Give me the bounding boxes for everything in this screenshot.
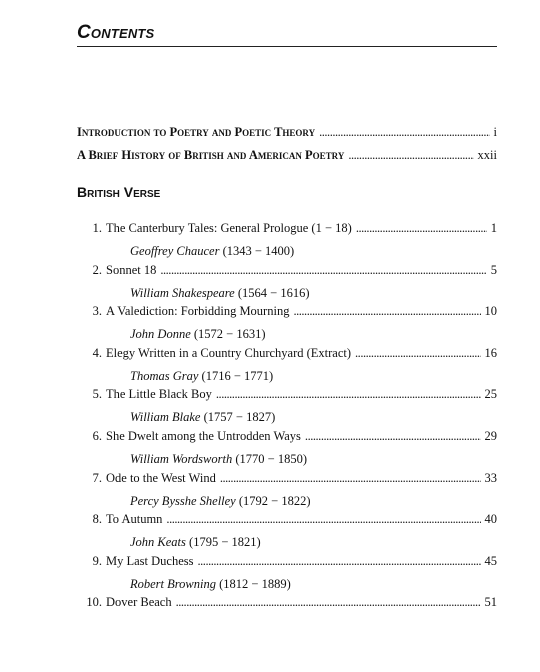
front-matter-label: A Brief History of British and American Poetry [77, 148, 345, 162]
entry-dates: (1716 − 1771) [201, 368, 274, 383]
entry-page: 10 [484, 304, 497, 319]
leader-dots [172, 595, 481, 610]
entry-dates: (1564 − 1616) [237, 285, 310, 300]
front-matter-page: i [493, 125, 497, 139]
front-matter-item[interactable] [77, 148, 497, 163]
contents-entry[interactable] [77, 221, 497, 263]
entry-title: A Valediction: Forbidding Mourning [106, 304, 290, 319]
entry-dates: (1757 − 1827) [203, 410, 276, 425]
entry-number: 1. [92, 221, 102, 235]
leader-dots [315, 125, 489, 140]
entry-author: Geoffrey Chaucer [130, 244, 220, 258]
entry-number: 4. [92, 345, 102, 360]
entry-page: 5 [490, 262, 497, 277]
leader-dots [351, 346, 480, 361]
entry-dates: (1343 − 1400) [222, 244, 295, 258]
leader-dots [301, 429, 481, 444]
contents-entry[interactable] [77, 595, 497, 637]
title-rule [77, 46, 497, 47]
entry-dates: (1792 − 1822) [238, 493, 311, 508]
entry-number: 7. [92, 470, 102, 485]
entry-page: 25 [484, 387, 497, 402]
leader-dots [194, 554, 481, 569]
contents-entry[interactable] [77, 471, 497, 513]
entry-dates: (1812 − 1889) [219, 576, 291, 591]
leader-dots [156, 263, 486, 278]
entry-title: Elegy Written in a Country Churchyard (Extract) [106, 345, 352, 360]
entry-dates: (1770 − 1850) [235, 451, 307, 466]
contents-entry[interactable] [77, 429, 497, 471]
entry-title: Ode to the West Wind [106, 470, 216, 485]
entry-page: 45 [484, 553, 497, 568]
contents-list [77, 221, 497, 637]
entry-title: To Autumn [106, 512, 163, 527]
entry-number: 3. [92, 304, 102, 319]
contents-entry[interactable] [77, 304, 497, 346]
entry-number: 8. [92, 512, 102, 527]
front-matter-label: Introduction to Poetry and Poetic Theory [77, 125, 316, 139]
entry-number: 6. [92, 428, 102, 443]
leader-dots [162, 512, 480, 527]
entry-author: William Blake [130, 410, 201, 425]
entry-number: 10. [86, 595, 102, 610]
entry-title: The Little Black Boy [106, 387, 212, 402]
front-matter-item[interactable] [77, 125, 497, 140]
entry-page: 16 [484, 345, 497, 360]
leader-dots [344, 148, 473, 163]
front-matter-page: xxii [477, 148, 497, 162]
contents-entry[interactable] [77, 554, 497, 596]
entry-number: 2. [92, 262, 102, 277]
leader-dots [352, 221, 487, 236]
leader-dots [289, 304, 480, 319]
entry-title: My Last Duchess [106, 553, 194, 568]
section-heading: British Verse [77, 184, 161, 200]
entry-title: Sonnet 18 [106, 262, 157, 277]
entry-author: Robert Browning [130, 576, 216, 591]
entry-author: William Shakespeare [130, 285, 235, 300]
entry-author: Thomas Gray [130, 368, 199, 383]
entry-page: 33 [484, 470, 497, 485]
page-title: Contents [77, 22, 155, 43]
entry-number: 5. [92, 387, 102, 402]
contents-entry[interactable] [77, 346, 497, 388]
entry-page: 51 [484, 595, 497, 610]
entry-page: 40 [484, 512, 497, 527]
contents-entry[interactable] [77, 387, 497, 429]
entry-title: The Canterbury Tales: General Prologue (1 − 18) [106, 221, 352, 235]
entry-author: Percy Bysshe Shelley [130, 493, 236, 508]
entry-author: William Wordsworth [130, 451, 233, 466]
entry-page: 29 [484, 428, 497, 443]
entry-page: 1 [490, 221, 497, 235]
leader-dots [212, 387, 481, 402]
contents-entry[interactable] [77, 263, 497, 305]
entry-title: She Dwelt among the Untrodden Ways [106, 428, 301, 443]
contents-entry[interactable] [77, 512, 497, 554]
entry-title: Dover Beach [106, 595, 172, 610]
entry-author: John Keats [130, 535, 186, 550]
entry-author: John Donne [130, 327, 191, 342]
leader-dots [216, 471, 481, 486]
entry-dates: (1572 − 1631) [193, 327, 266, 342]
entry-dates: (1795 − 1821) [189, 535, 261, 550]
entry-number: 9. [92, 553, 102, 568]
